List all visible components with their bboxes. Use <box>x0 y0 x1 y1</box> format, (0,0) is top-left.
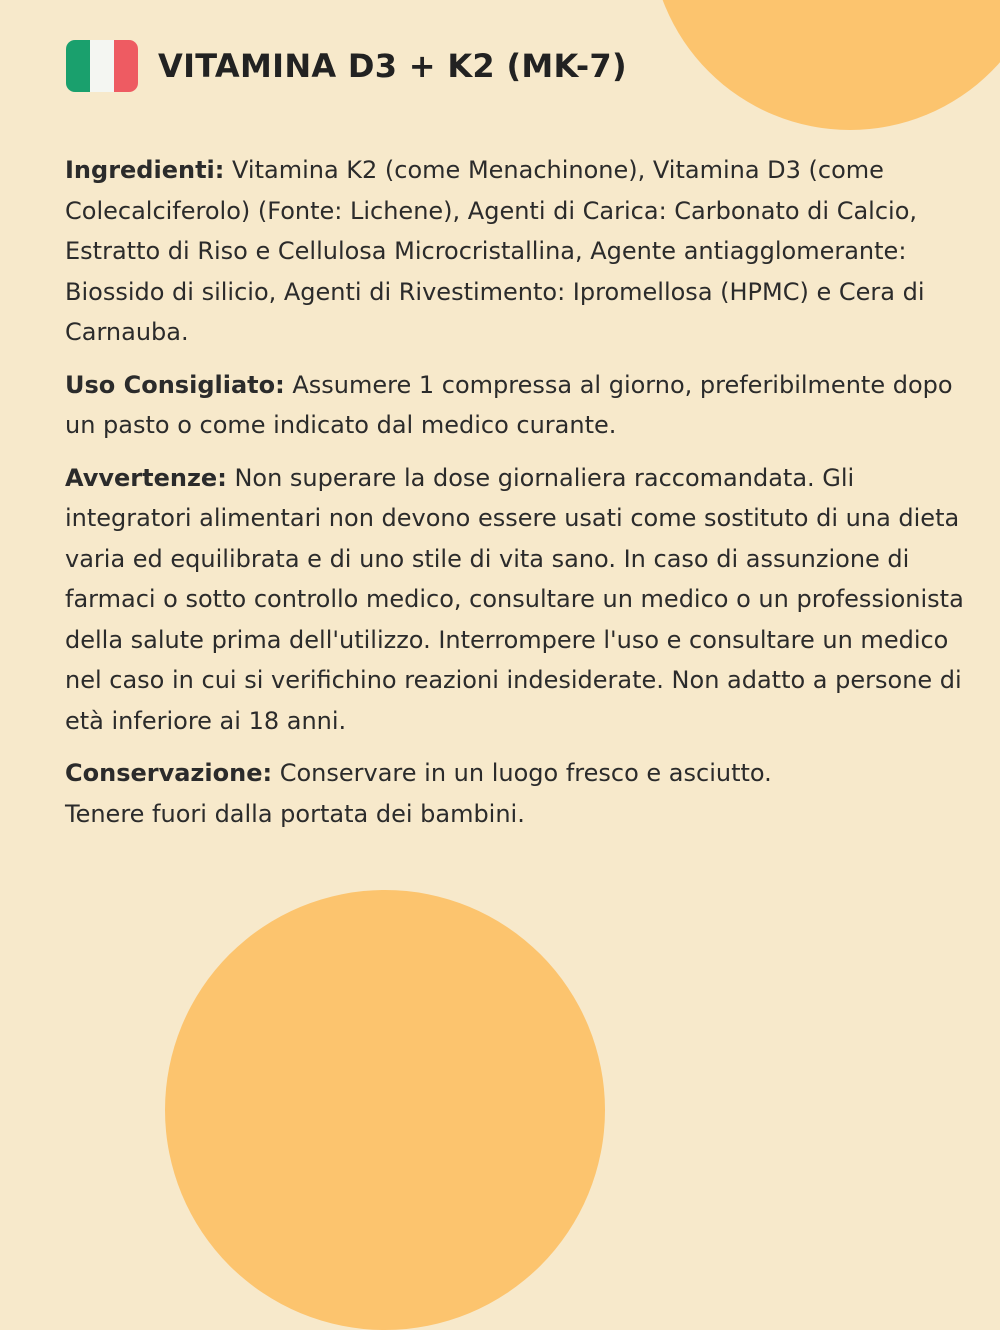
section-avvertenze <box>65 458 985 742</box>
avvertenze-text: Non superare la dose giornaliera raccomandata. Gli integratori alimentari non devono essere usati come sostituto di una dieta varia ed equilibrata e di uno stile di vita sano. In caso di assunzione di farmaci o sotto controllo medico, consultare un medico o un professionista della salute prima dell'utilizzo. Interrompere l'uso e consultare un medico nel caso in cui si verifichino reazioni indesiderate. Non adatto a persone di età inferiore ai 18 anni. <box>65 463 964 735</box>
conservazione-text: Conservare in un luogo fresco e asciutto. <box>279 759 772 787</box>
flag-white-band <box>90 40 114 92</box>
header <box>66 40 627 92</box>
product-info <box>65 150 985 834</box>
decorative-circle-top <box>650 0 1000 130</box>
section-ingredienti <box>65 150 985 353</box>
ingredienti-text: Vitamina K2 (come Menachinone), Vitamina D3 (come Colecalciferolo) (Fonte: Lichene), Agenti di Carica: Carbonato di Calcio, Estratto di Riso e Cellulosa Microcristallina, Agente antiagglomerante: Biossido di silicio, Agenti di Rivestimento: Ipromellosa (HPMC) e Cera di Carnauba. <box>65 156 925 346</box>
section-uso-consigliato <box>65 365 985 446</box>
conservazione-label: Conservazione: <box>65 759 273 787</box>
uso-label: Uso Consigliato: <box>65 370 285 399</box>
flag-green-band <box>66 40 90 92</box>
avvertenze-label: Avvertenze: <box>65 463 227 492</box>
page-title: VITAMINA D3 + K2 (MK-7) <box>158 47 627 85</box>
uso-text: Assumere 1 compressa al giorno, preferibilmente dopo un pasto o come indicato dal medico curante. <box>65 370 953 439</box>
italian-flag-icon <box>66 40 138 92</box>
section-conservazione <box>65 753 985 834</box>
ingredienti-label: Ingredienti: <box>65 156 225 184</box>
flag-red-band <box>114 40 138 92</box>
conservazione-text-2: Tenere fuori dalla portata dei bambini. <box>65 799 525 828</box>
decorative-circle-bottom <box>165 890 605 1330</box>
